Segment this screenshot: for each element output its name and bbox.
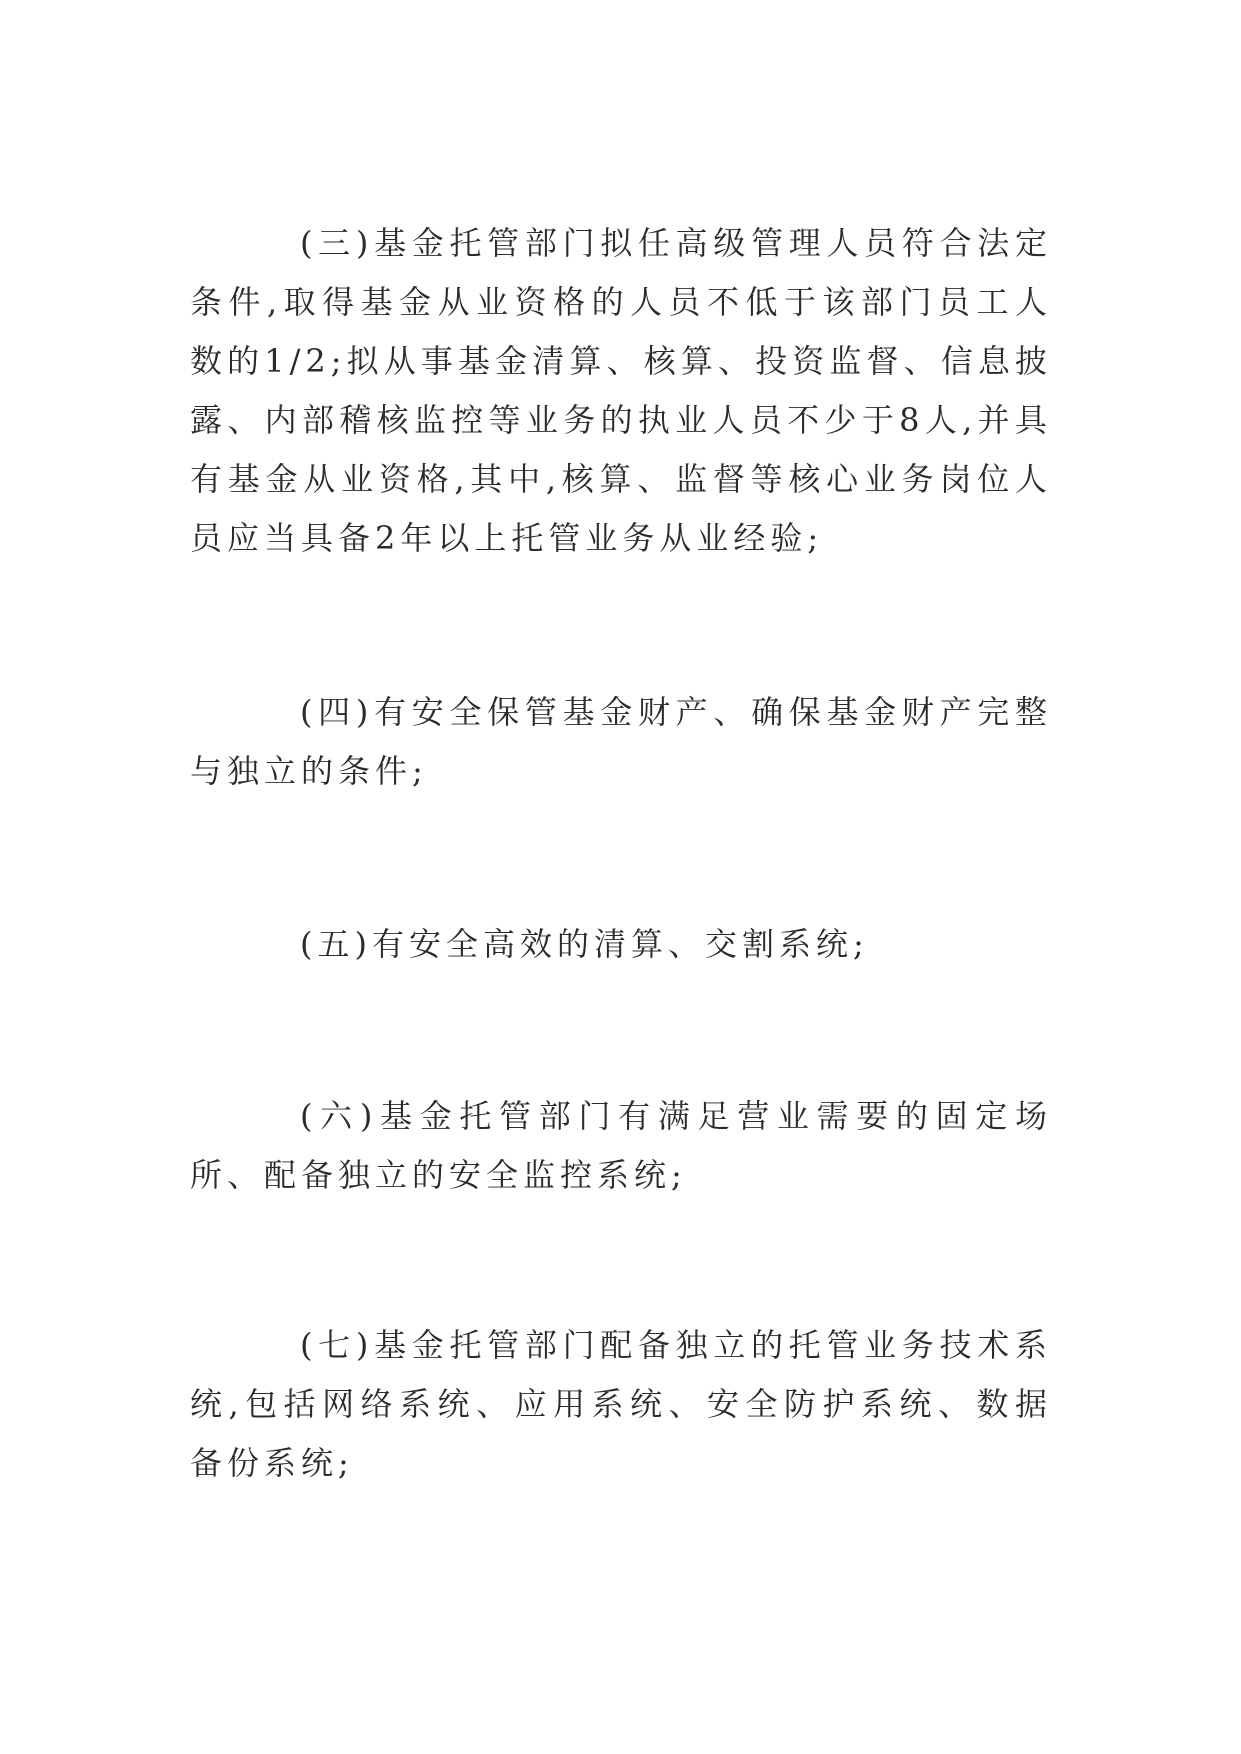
- paragraph-7: (七)基金托管部门配备独立的托管业务技术系统,包括网络系统、应用系统、安全防护系统、数据备份系统;: [190, 1326, 1052, 1482]
- paragraph-5: (五)有安全高效的清算、交割系统;: [300, 925, 869, 963]
- paragraph-6: (六)基金托管部门有满足营业需要的固定场所、配备独立的安全监控系统;: [190, 1097, 1052, 1194]
- paragraph-4: (四)有安全保管基金财产、确保基金财产完整与独立的条件;: [190, 693, 1052, 790]
- paragraph-3: (三)基金托管部门拟任高级管理人员符合法定条件,取得基金从业资格的人员不低于该部门员工人数的1/2;拟从事基金清算、核算、投资监督、信息披露、内部稽核监控等业务的执业人员不少于8人,并具有基金从业资格,其中,核算、监督等核心业务岗位人员应当具备2年以上托管业务从业经验;: [190, 224, 1052, 557]
